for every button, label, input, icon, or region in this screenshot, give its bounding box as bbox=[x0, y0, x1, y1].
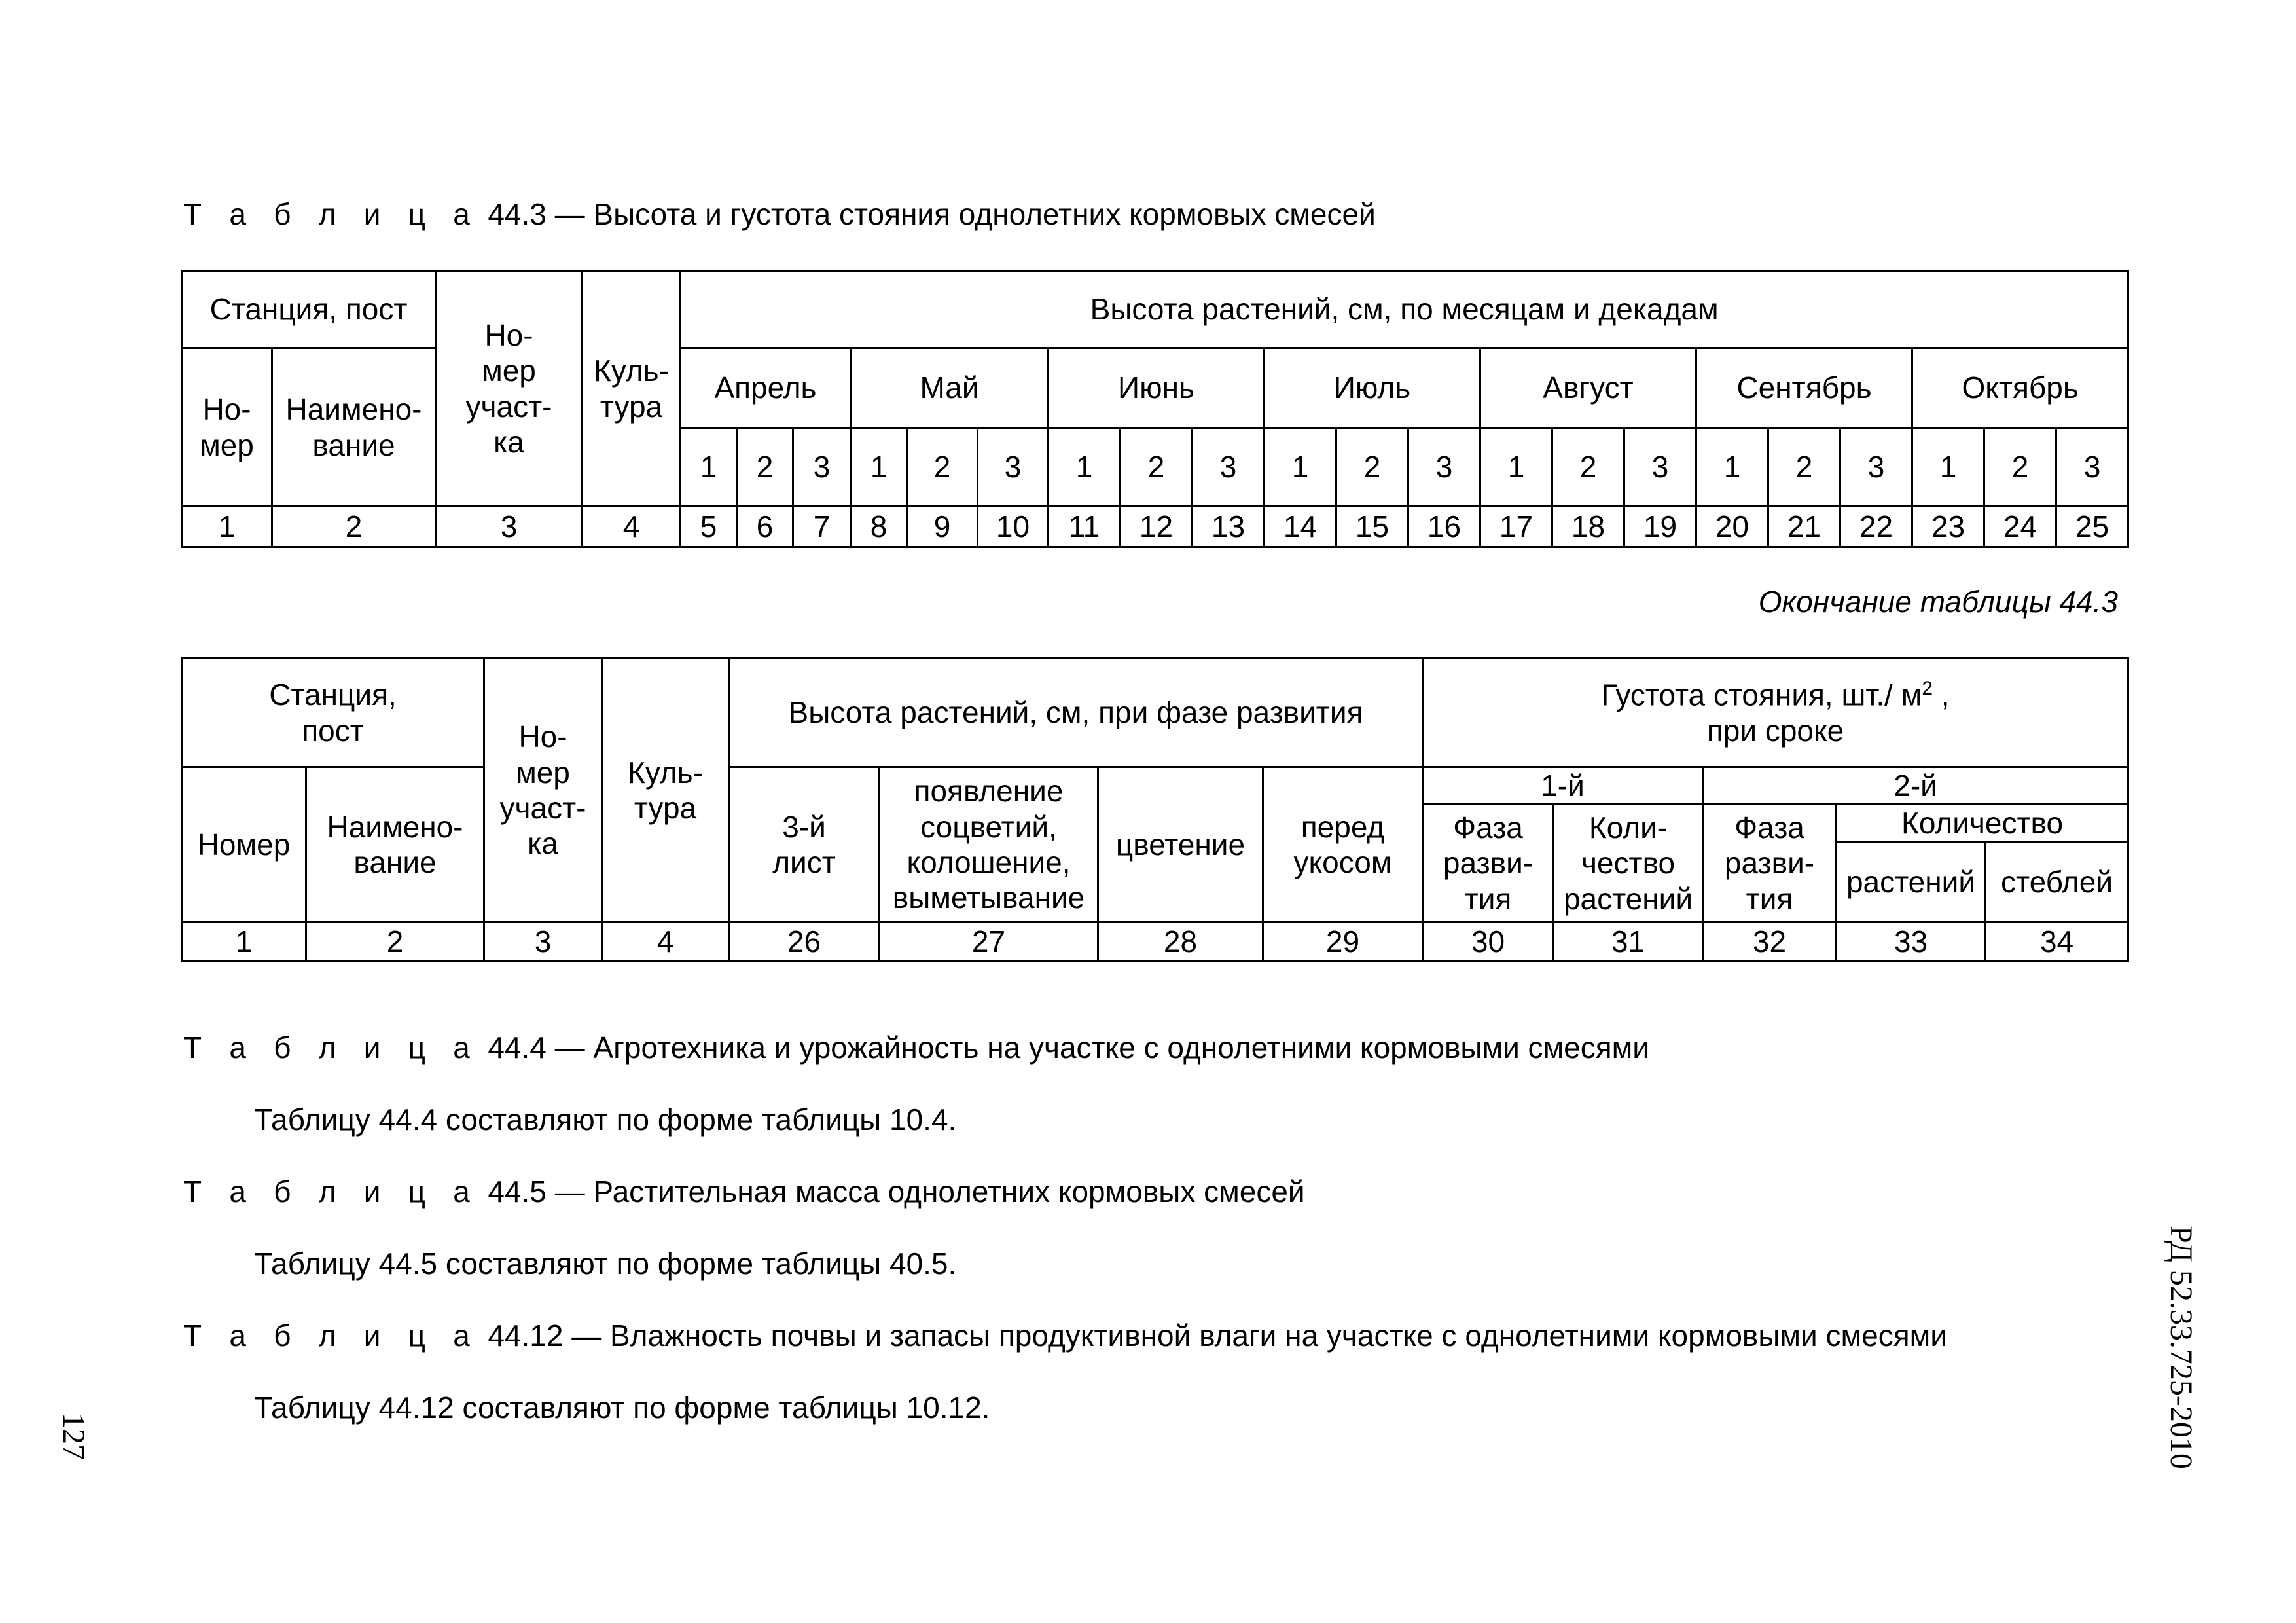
header-phase-heading: появление соцветий, колошение, выметывание bbox=[880, 767, 1098, 922]
caption-text: 44.4 — Агротехника и урожайность на участке с однолетними кормовыми смесями bbox=[488, 1030, 1649, 1065]
density-label: Густота стояния, шт./ м bbox=[1601, 678, 1922, 712]
header-crop: Куль- тура bbox=[583, 271, 681, 507]
header-name: Наимено- вание bbox=[306, 767, 484, 922]
column-number: 24 bbox=[1984, 507, 2056, 547]
column-number: 14 bbox=[1265, 507, 1336, 547]
header-term-2: 2-й bbox=[1703, 767, 2128, 805]
caption-text: 44.5 — Растительная масса однолетних кормовых смесей bbox=[488, 1175, 1305, 1209]
density-term-label: при сроке bbox=[1706, 713, 1844, 748]
table-44-3-end bbox=[181, 657, 2129, 962]
decade-header: 3 bbox=[1840, 428, 1912, 507]
column-number: 18 bbox=[1552, 507, 1624, 547]
decade-header: 3 bbox=[1624, 428, 1696, 507]
month-header: Май bbox=[851, 348, 1049, 428]
decade-header: 2 bbox=[1121, 428, 1193, 507]
header-density bbox=[1423, 659, 2128, 767]
header-height-by-month: Высота растений, см, по месяцам и декадам bbox=[681, 271, 2128, 348]
header-crop: Куль- тура bbox=[602, 659, 729, 922]
decade-header: 1 bbox=[1696, 428, 1768, 507]
header-phase-flowering: цветение bbox=[1098, 767, 1263, 922]
table-44-5-caption bbox=[183, 1176, 1305, 1207]
header-term-1: 1-й bbox=[1423, 767, 1703, 805]
column-number: 33 bbox=[1837, 922, 1986, 961]
column-number: 3 bbox=[484, 922, 602, 961]
density-punct: , bbox=[1933, 678, 1950, 712]
decade-header: 2 bbox=[1768, 428, 1840, 507]
header-height-by-phase: Высота растений, см, при фазе развития bbox=[729, 659, 1423, 767]
decade-header: 2 bbox=[1984, 428, 2056, 507]
decade-header: 3 bbox=[978, 428, 1049, 507]
column-number: 11 bbox=[1049, 507, 1121, 547]
caption-text: 44.3 — Высота и густота стояния однолетних кормовых смесей bbox=[488, 197, 1376, 231]
page-number: 127 bbox=[56, 1413, 91, 1460]
column-number: 15 bbox=[1336, 507, 1408, 547]
column-number: 26 bbox=[729, 922, 880, 961]
decade-header: 2 bbox=[1336, 428, 1408, 507]
header-station: Станция, пост bbox=[182, 271, 436, 348]
header-plants: растений bbox=[1837, 842, 1986, 922]
column-number: 7 bbox=[793, 507, 851, 547]
column-number: 19 bbox=[1624, 507, 1696, 547]
column-number: 23 bbox=[1912, 507, 1984, 547]
caption-label: Т а б л и ц а bbox=[183, 1175, 480, 1209]
header-plot-number: Но- мер участ- ка bbox=[484, 659, 602, 922]
header-stems: стеблей bbox=[1986, 842, 2128, 922]
decade-header: 1 bbox=[1912, 428, 1984, 507]
table-44-5-note: Таблицу 44.5 составляют по форме таблицы 40.5. bbox=[254, 1247, 957, 1281]
decade-header: 2 bbox=[737, 428, 793, 507]
column-number: 27 bbox=[880, 922, 1098, 961]
decade-header: 1 bbox=[1265, 428, 1336, 507]
caption-text: 44.12 — Влажность почвы и запасы продуктивной влаги на участке с однолетними кормовыми смесями bbox=[488, 1319, 1947, 1353]
header-number: Но- мер bbox=[182, 348, 272, 507]
month-header: Апрель bbox=[681, 348, 851, 428]
header-phase-dev-1: Фаза разви- тия bbox=[1423, 805, 1554, 922]
column-number: 4 bbox=[602, 922, 729, 961]
document-code: РД 52.33.725-2010 bbox=[2164, 1226, 2198, 1469]
month-header: Август bbox=[1480, 348, 1696, 428]
column-number: 34 bbox=[1986, 922, 2128, 961]
column-number: 16 bbox=[1408, 507, 1480, 547]
decade-header: 1 bbox=[1049, 428, 1121, 507]
decade-header: 1 bbox=[1480, 428, 1552, 507]
column-number: 4 bbox=[583, 507, 681, 547]
density-unit-exponent: 2 bbox=[1922, 678, 1933, 700]
caption-label: Т а б л и ц а bbox=[183, 197, 480, 231]
column-number: 32 bbox=[1703, 922, 1837, 961]
column-number: 9 bbox=[907, 507, 978, 547]
column-number: 6 bbox=[737, 507, 793, 547]
column-number: 1 bbox=[182, 507, 272, 547]
column-number: 2 bbox=[272, 507, 436, 547]
caption-label: Т а б л и ц а bbox=[183, 1319, 480, 1353]
column-number: 21 bbox=[1768, 507, 1840, 547]
caption-label: Т а б л и ц а bbox=[183, 1030, 480, 1065]
header-qty-plants-1: Коли- чество растений bbox=[1554, 805, 1703, 922]
header-phase-3rd-leaf: 3-й лист bbox=[729, 767, 880, 922]
column-number: 3 bbox=[436, 507, 583, 547]
month-header: Октябрь bbox=[1912, 348, 2128, 428]
table-44-3-caption bbox=[183, 199, 1376, 229]
header-plot-number: Но- мер участ- ка bbox=[436, 271, 583, 507]
month-header: Сентябрь bbox=[1696, 348, 1912, 428]
decade-header: 3 bbox=[1408, 428, 1480, 507]
column-number: 25 bbox=[2056, 507, 2128, 547]
header-phase-dev-2: Фаза разви- тия bbox=[1703, 805, 1837, 922]
header-phase-before-mowing: перед укосом bbox=[1263, 767, 1423, 922]
column-number: 13 bbox=[1193, 507, 1265, 547]
column-number: 29 bbox=[1263, 922, 1423, 961]
decade-header: 1 bbox=[851, 428, 907, 507]
column-number: 31 bbox=[1554, 922, 1703, 961]
table-44-3 bbox=[181, 270, 2129, 548]
column-number: 30 bbox=[1423, 922, 1554, 961]
header-quantity: Количество bbox=[1837, 805, 2128, 842]
decade-header: 2 bbox=[1552, 428, 1624, 507]
column-number: 22 bbox=[1840, 507, 1912, 547]
decade-header: 2 bbox=[907, 428, 978, 507]
month-header: Июнь bbox=[1049, 348, 1265, 428]
column-number: 12 bbox=[1121, 507, 1193, 547]
header-station: Станция, пост bbox=[182, 659, 484, 767]
column-number: 8 bbox=[851, 507, 907, 547]
decade-header: 3 bbox=[793, 428, 851, 507]
column-number: 20 bbox=[1696, 507, 1768, 547]
column-number: 17 bbox=[1480, 507, 1552, 547]
column-number: 5 bbox=[681, 507, 737, 547]
table-44-12-caption bbox=[183, 1321, 1947, 1351]
column-number: 28 bbox=[1098, 922, 1263, 961]
decade-header: 1 bbox=[681, 428, 737, 507]
column-number: 10 bbox=[978, 507, 1049, 547]
month-header: Июль bbox=[1265, 348, 1480, 428]
continuation-label: Окончание таблицы 44.3 bbox=[1758, 585, 2118, 619]
decade-header: 3 bbox=[1193, 428, 1265, 507]
column-number: 1 bbox=[182, 922, 306, 961]
table-44-4-caption bbox=[183, 1032, 1649, 1063]
column-number: 2 bbox=[306, 922, 484, 961]
table-44-12-note: Таблицу 44.12 составляют по форме таблицы 10.12. bbox=[254, 1391, 990, 1425]
decade-header: 3 bbox=[2056, 428, 2128, 507]
header-name: Наимено- вание bbox=[272, 348, 436, 507]
header-number: Номер bbox=[182, 767, 306, 922]
table-44-4-note: Таблицу 44.4 составляют по форме таблицы 10.4. bbox=[254, 1103, 957, 1137]
